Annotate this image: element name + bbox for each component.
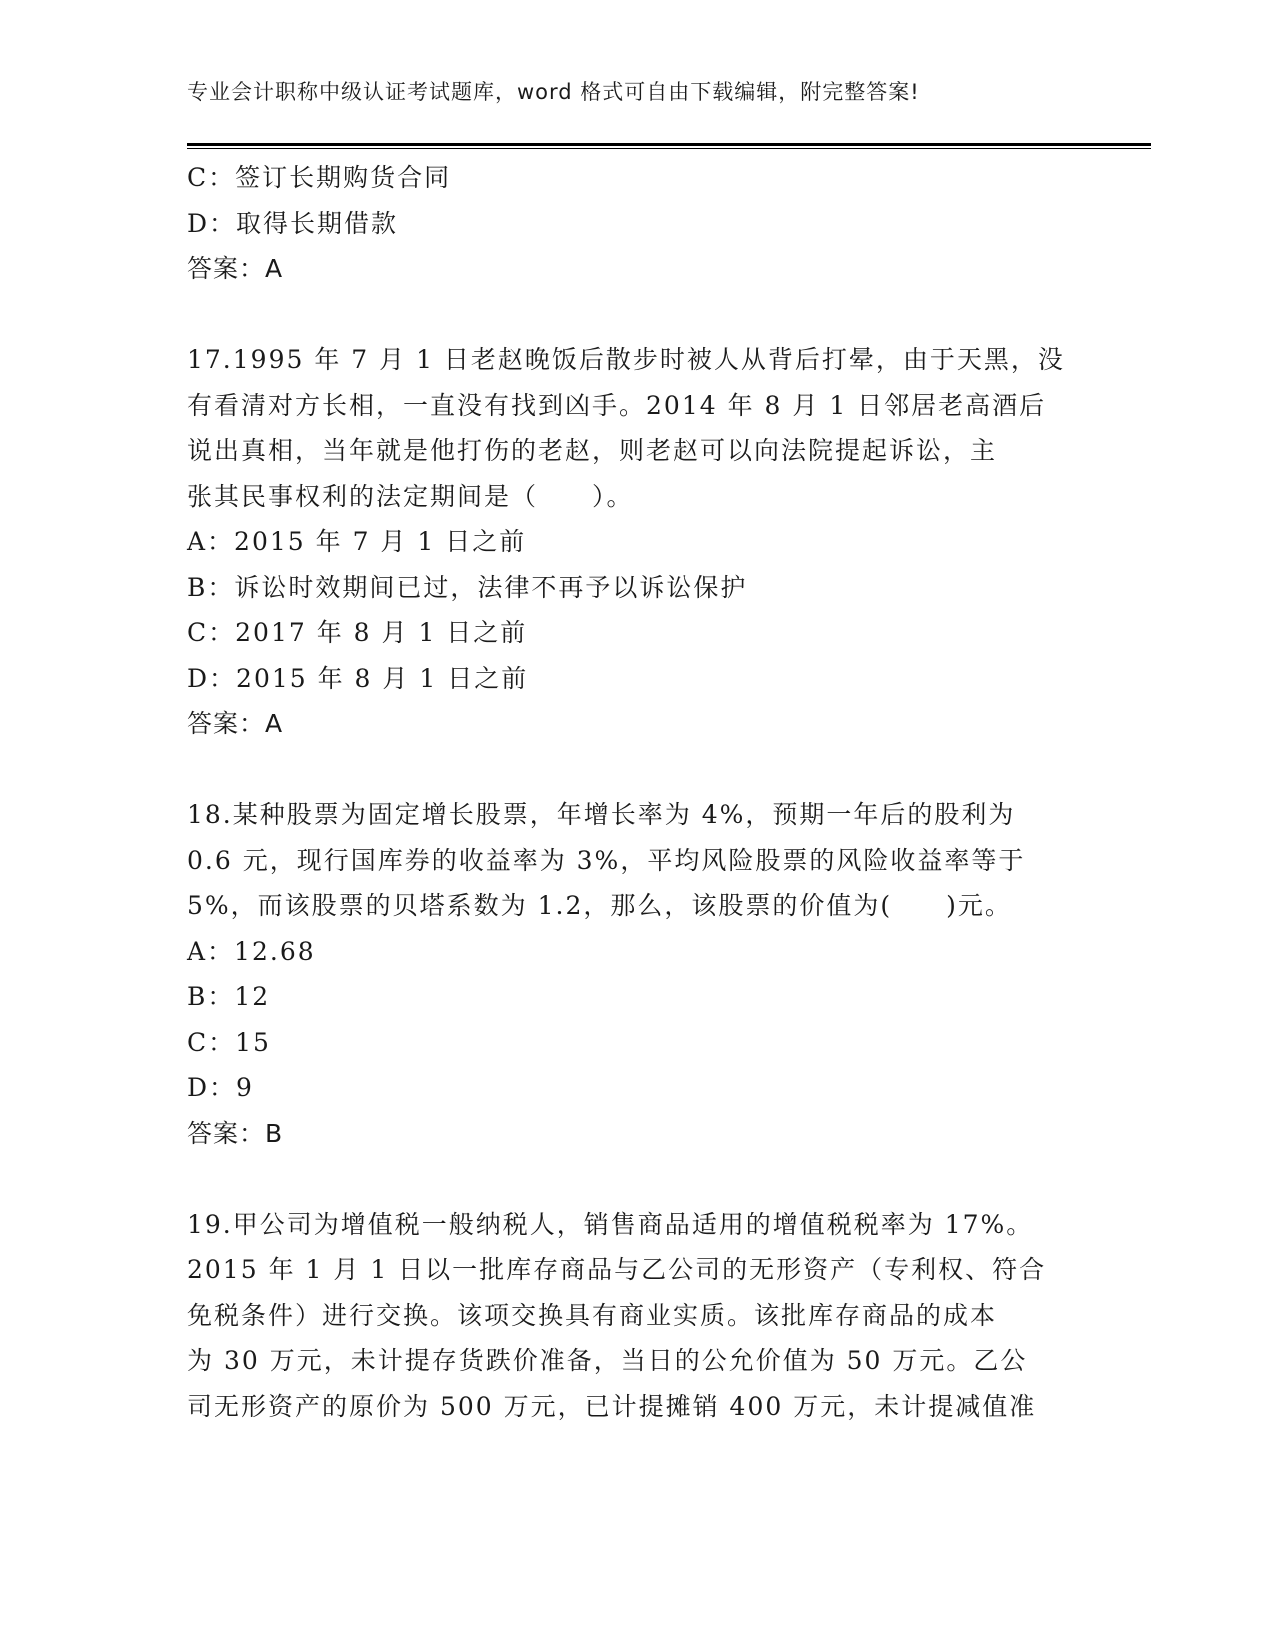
question-stem-line: 17.1995 年 7 月 1 日老赵晚饭后散步时被人从背后打晕，由于天黑，没 bbox=[187, 345, 1065, 374]
question-stem-line: 司无形资产的原价为 500 万元，已计提摊销 400 万元，未计提减值准 bbox=[187, 1391, 1037, 1421]
option-d: D：取得长期借款 bbox=[187, 208, 399, 238]
question-16-tail bbox=[187, 155, 1087, 292]
option-b: B：诉讼时效期间已过，法律不再予以诉讼保护 bbox=[187, 572, 748, 602]
spacer bbox=[187, 747, 1087, 793]
question-stem-line: 2015 年 1 月 1 日以一批库存商品与乙公司的无形资产（专利权、符合 bbox=[187, 1255, 1047, 1284]
option-c: C：签订长期购货合同 bbox=[187, 163, 452, 192]
answer-line: 答案：A bbox=[187, 709, 284, 738]
question-stem-line: 免税条件）进行交换。该项交换具有商业实质。该批库存商品的成本 bbox=[187, 1300, 998, 1330]
question-17 bbox=[187, 337, 1087, 747]
question-19 bbox=[187, 1202, 1087, 1430]
question-stem-line: 0.6 元，现行国库券的收益率为 3%，平均风险股票的风险收益率等于 bbox=[187, 845, 1026, 875]
header-divider-thick bbox=[187, 143, 1151, 146]
option-a: A：12.68 bbox=[187, 936, 316, 966]
header-divider-thin bbox=[187, 148, 1151, 149]
question-stem-line: 有看清对方长相，一直没有找到凶手。2014 年 8 月 1 日邻居老高酒后 bbox=[187, 390, 1047, 420]
document-body bbox=[187, 155, 1087, 1429]
spacer bbox=[187, 292, 1087, 338]
option-c: C：15 bbox=[187, 1027, 271, 1057]
option-c: C：2017 年 8 月 1 日之前 bbox=[187, 618, 528, 647]
question-stem-line: 18.某种股票为固定增长股票，年增长率为 4%，预期一年后的股利为 bbox=[187, 800, 1016, 829]
question-stem-line: 5%，而该股票的贝塔系数为 1.2，那么，该股票的价值为( )元。 bbox=[187, 891, 1012, 920]
page-header: 专业会计职称中级认证考试题库，word 格式可自由下载编辑，附完整答案! bbox=[187, 80, 920, 104]
question-stem-line: 张其民事权利的法定期间是（ ）。 bbox=[187, 481, 634, 511]
option-a: A：2015 年 7 月 1 日之前 bbox=[187, 527, 527, 556]
option-d: D：9 bbox=[187, 1073, 254, 1102]
question-stem-line: 说出真相，当年就是他打伤的老赵，则老赵可以向法院提起诉讼，主 bbox=[187, 436, 998, 465]
spacer bbox=[187, 1156, 1087, 1202]
option-d: D：2015 年 8 月 1 日之前 bbox=[187, 663, 529, 693]
answer-line: 答案：A bbox=[187, 254, 284, 283]
question-18 bbox=[187, 792, 1087, 1156]
question-stem-line: 19.甲公司为增值税一般纳税人，销售商品适用的增值税税率为 17%。 bbox=[187, 1209, 1034, 1239]
option-b: B：12 bbox=[187, 982, 271, 1011]
question-stem-line: 为 30 万元，未计提存货跌价准备，当日的公允价值为 50 万元。乙公 bbox=[187, 1346, 1028, 1375]
answer-line: 答案：B bbox=[187, 1118, 284, 1148]
